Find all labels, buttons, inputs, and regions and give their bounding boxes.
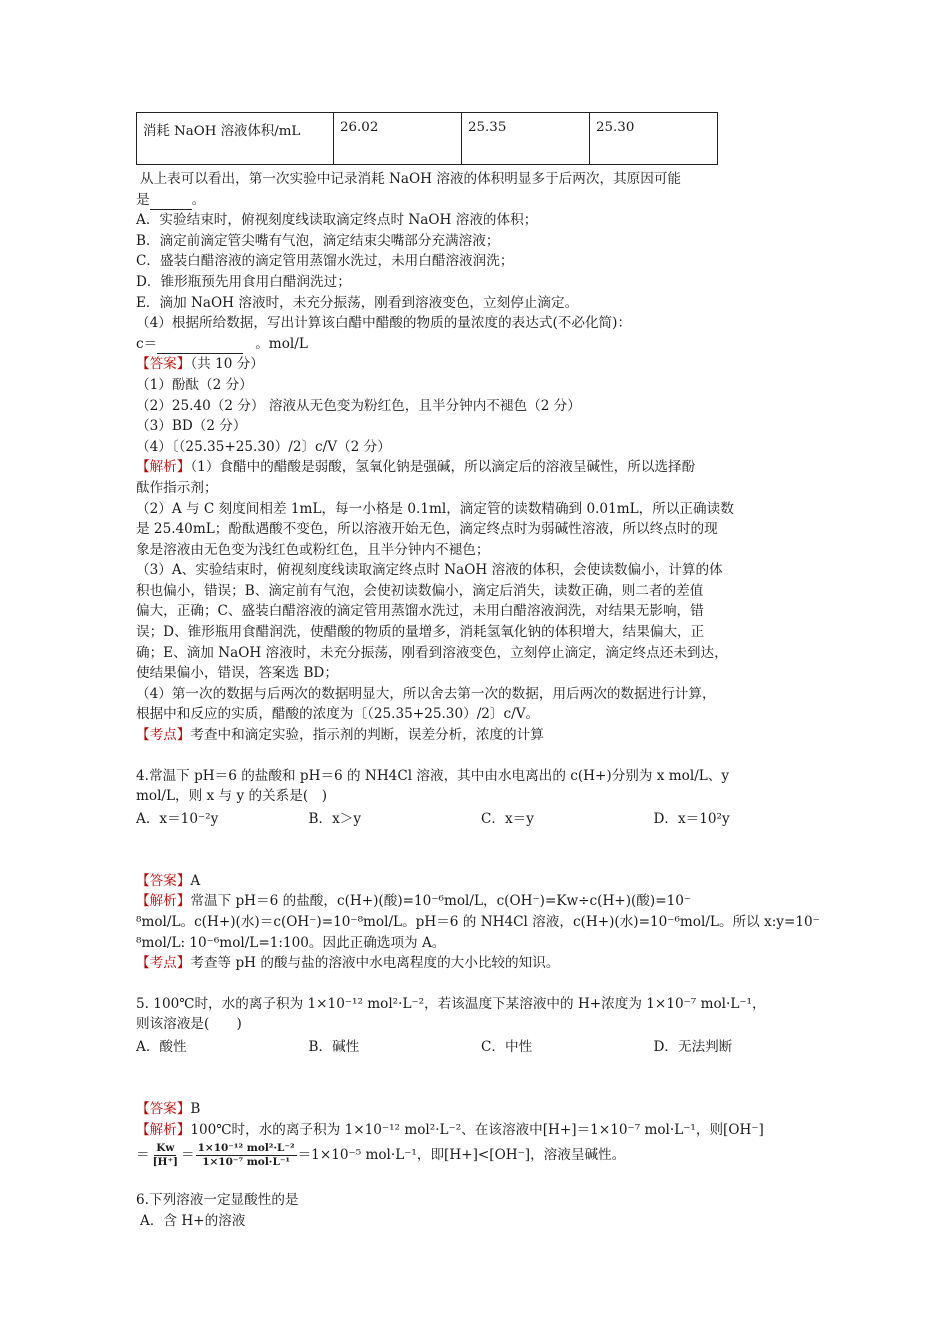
analysis-line: （2）A 与 C 刻度间相差 1mL，每一小格是 0.1ml，滴定管的读数精确到 0.01mL，所以正确读数 [136, 500, 734, 517]
point-line: 【考点】考查等 pH 的酸与盐的溶液中水电离程度的大小比较的知识。 [136, 955, 560, 972]
fraction-kw: $\frac{Kw}{[H^+]}$ [152, 1142, 178, 1169]
answer-item: （1）酚酞（2 分） [136, 376, 253, 393]
q3-intro-line2: 是 。 [136, 190, 826, 211]
answer-item: （3）BD（2 分） [136, 418, 247, 435]
q4-stem: mol/L，则 x 与 y 的关系是( ) [136, 788, 328, 805]
q4-option: A．x＝10⁻²y [136, 810, 219, 827]
q3-intro-line: 从上表可以看出，第一次实验中记录消耗 NaOH 溶液的体积明显多于后两次，其原因可能 [140, 171, 682, 187]
analysis-line: 【解析】100℃时，水的离子积为 1×10⁻¹² mol²·L⁻²、在该溶液中[H+]＝1×10⁻⁷ mol·L⁻¹，则[OH⁻] [136, 1121, 764, 1138]
analysis-line: 是 25.40mL；酚酞遇酸不变色，所以溶液开始无色，滴定终点时为弱碱性溶液，所以终点时的现 [136, 521, 718, 538]
analysis-line: 积也偏小，错误；B、滴定前有气泡，会使初读数偏小，滴定后消失，读数正确，则二者的差值 [136, 582, 704, 599]
table-cell: 25.35 [462, 113, 590, 165]
q3-option: E．滴加 NaOH 溶液时，未充分振荡，刚看到溶液变色，立刻停止滴定。 [136, 294, 579, 311]
answer-tag: 【答案】 [136, 356, 191, 373]
q5-option: D．无法判断 [653, 1038, 733, 1055]
table-cell: 26.02 [334, 113, 462, 165]
q4-option: D．x＝10²y [653, 810, 730, 827]
q3-c-line: c＝ 。mol/L [136, 334, 826, 355]
q6-stem: 6.下列溶液一定显酸性的是 [136, 1192, 299, 1209]
analysis-line: 【解析】常温下 pH＝6 的盐酸，c(H+)(酸)=10⁻⁶mol/L，c(OH⁻)=Kw÷c(H+)(酸)=10⁻ [136, 893, 692, 910]
q3-part4: （4）根据所给数据，写出计算该白醋中醋酸的物质的量浓度的表达式(不必化简)： [136, 315, 632, 332]
analysis-line: 偏大，正确；C、盛装白醋溶液的滴定管用蒸馏水洗过，未用白醋溶液润洗，对结果无影响，错 [136, 603, 704, 620]
titration-table [136, 112, 718, 165]
analysis-line: 使结果偏小，错误，答案选 BD； [136, 665, 338, 682]
table-cell: 25.30 [590, 113, 718, 165]
analysis-line: 象是溶液由无色变为浅红色或粉红色，且半分钟内不褪色； [136, 541, 490, 558]
q6-option: A．含 H+的溶液 [140, 1212, 246, 1229]
answer-item: （2）25.40（2 分） 溶液从无色变为粉红色，且半分钟内不褪色（2 分） [136, 397, 581, 414]
analysis-line: 误；D、锥形瓶用食醋润洗，使醋酸的物质的量增多，消耗氢氧化钠的体积增大，结果偏大，正 [136, 624, 705, 641]
q3-option: C．盛装白醋溶液的滴定管用蒸馏水洗过，未用白醋溶液润洗； [136, 253, 514, 270]
analysis-tag: 【解析】 [136, 893, 191, 910]
q5-option: B．碱性 [308, 1038, 360, 1055]
analysis-line: 确；E、滴加 NaOH 溶液时，未充分振荡，刚看到溶液变色，立刻停止滴定，滴定终点还未到达， [136, 644, 728, 661]
point-tag: 【考点】 [136, 727, 191, 744]
analysis-line: 酞作指示剂； [136, 479, 218, 496]
fraction-values: $\frac{\text{1×10⁻¹² mol²·L⁻²}}{\text{1×10⁻⁷ mol·L⁻¹}}$ [197, 1142, 295, 1169]
table-row [137, 113, 718, 165]
analysis-line: （4）第一次的数据与后两次的数据明显大，所以舍去第一次的数据，用后两次的数据进行计算， [136, 685, 716, 702]
q5-stem: 5. 100℃时，水的离子积为 1×10⁻¹² mol²·L⁻²，若该温度下某溶液中的 H+浓度为 1×10⁻⁷ mol·L⁻¹， [136, 995, 766, 1012]
q4-stem: 4.常温下 pH＝6 的盐酸和 pH＝6 的 NH4Cl 溶液，其中由水电离出的 c(H+)分别为 x mol/L、y [136, 767, 730, 784]
analysis-line: 根据中和反应的实质，醋酸的浓度为〔（25.35+25.30）/2〕c/V。 [136, 706, 540, 723]
analysis-line: ⁸mol/L。c(H+)(水)＝c(OH⁻)=10⁻⁸mol/L。pH＝6 的 NH4Cl 溶液，c(H+)(水)=10⁻⁶mol/L。所以 x:y=10⁻ [136, 914, 820, 930]
q5-option: C．中性 [481, 1038, 533, 1055]
q3-option: D．锥形瓶预先用食用白醋润洗过； [136, 273, 351, 290]
q5-stem: 则该溶液是( ) [136, 1016, 242, 1033]
table-cell: 消耗 NaOH 溶液体积/mL [137, 113, 334, 165]
answer-item: （4）〔（25.35+25.30）/2〕c/V（2 分） [136, 438, 391, 455]
analysis-tag: 【解析】 [136, 459, 191, 476]
analysis-line: 【解析】（1）食醋中的醋酸是弱酸，氢氧化钠是强碱，所以滴定后的溶液呈碱性，所以选择酚 [136, 459, 696, 476]
analysis-line: （3）A、实验结束时，俯视刻度线读取滴定终点时 NaOH 溶液的体积，会使读数偏小，计算的体 [136, 562, 723, 579]
document-page [136, 112, 826, 1231]
q5-option: A．酸性 [136, 1038, 187, 1055]
q4-option: B．x＞y [308, 810, 362, 827]
analysis-line: ⁸mol/L: 10⁻⁶mol/L=1:100。因此正确选项为 A。 [136, 934, 446, 951]
point-tag: 【考点】 [136, 955, 191, 972]
q5-options [136, 1035, 826, 1059]
analysis-tag: 【解析】 [136, 1121, 191, 1138]
q3-option: B．滴定前滴定管尖嘴有气泡，滴定结束尖嘴部分充满溶液； [136, 232, 500, 249]
analysis-formula-line: ＝ $\frac{Kw}{[H^+]}$ ＝ $\frac{\text{1×10⁻¹² mol²·L⁻²}}{\text{1×10⁻⁷ mol·L⁻¹}}$ ＝1×10⁻⁵ mol·L⁻¹，即[H+]<[OH⁻]，溶液呈碱性。 [136, 1142, 626, 1169]
q3-option: A．实验结束时，俯视刻度线读取滴定终点时 NaOH 溶液的体积； [136, 212, 538, 229]
q4-option: C．x＝y [481, 810, 534, 827]
point-line: 【考点】考查中和滴定实验，指示剂的判断，误差分析，浓度的计算 [136, 727, 544, 744]
answer-line: 【答案】（共 10 分） [136, 356, 264, 373]
answer-line: 【答案】A [136, 872, 201, 889]
q4-options [136, 807, 826, 831]
answer-tag: 【答案】 [136, 872, 191, 889]
answer-tag: 【答案】 [136, 1100, 191, 1117]
answer-line: 【答案】B [136, 1100, 201, 1117]
